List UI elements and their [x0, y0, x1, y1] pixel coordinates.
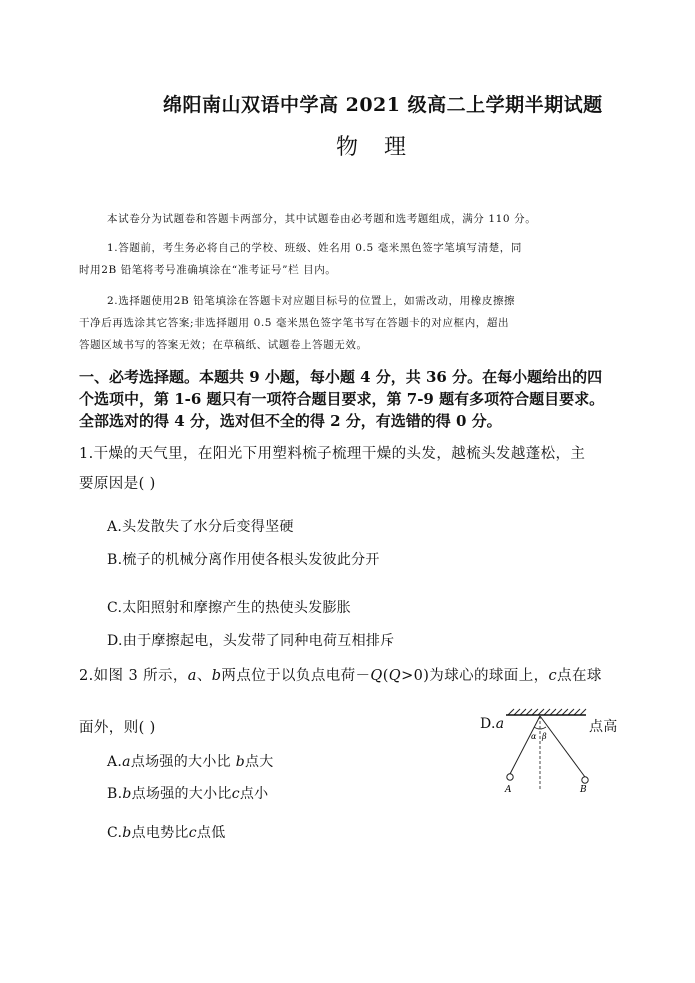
question-2-option-d-tail: 点高 [589, 719, 618, 735]
thread-a [510, 716, 540, 774]
question-1-stem-line1: 1.干燥的天气里，在阳光下用塑料梳子梳理干燥的头发，越梳头发越蓬松，主 [79, 446, 586, 462]
pendulum-figure [500, 704, 590, 796]
label-b: B [580, 785, 587, 795]
instructions-intro: 本试卷分为试题卷和答题卡两部分，其中试题卷由必考题和选考题组成，满分 110 分。 [107, 213, 537, 225]
ball-b [582, 777, 588, 783]
question-1-option-b: B.梳子的机械分离作用使各根头发彼此分开 [107, 552, 380, 568]
question-1-option-c: C.太阳照射和摩擦产生的热使头发膨胀 [107, 600, 352, 616]
question-2-option-b: B.b点场强的大小比c点小 [107, 786, 269, 802]
question-2-option-c: C.b点电势比c点低 [107, 825, 226, 841]
ceiling [506, 709, 586, 715]
question-2-stem-line1: 2.如图 3 所示，a、b两点位于以负点电荷－Q(Q>0)为球心的球面上，c点在球 [79, 668, 602, 684]
instruction-1-line1: 1.答题前，考生务必将自己的学校、班级、姓名用 0.5 毫米黑色签字笔填写清楚，同 [107, 242, 522, 254]
thread-b [540, 716, 585, 777]
instruction-1-line2: 时用2B 铅笔将考号准确填涂在“准考证号”栏 目内。 [79, 264, 337, 276]
exam-title: 绵阳南山双语中学高 2021 级高二上学期半期试题 [163, 94, 603, 116]
question-1-option-a: A.头发散失了水分后变得坚硬 [107, 519, 294, 535]
section-1-line2: 个选项中，第 1-6 题只有一项符合题目要求，第 7-9 题有多项符合题目要求。 [79, 390, 605, 408]
label-a: A [505, 785, 512, 795]
instruction-2-line2: 干净后再选涂其它答案;非选择题用 0.5 毫米黑色签字笔书写在答题卡的对应框内，超出 [79, 317, 510, 329]
angle-beta-label: β [542, 732, 547, 741]
angle-alpha-label: α [531, 732, 537, 741]
question-2-option-a: A.a点场强的大小比 b点大 [107, 754, 274, 770]
instruction-2-line3: 答题区域书写的答案无效；在草稿纸、试题卷上答题无效。 [79, 339, 368, 351]
question-2-option-d-partial: D.a [480, 716, 505, 732]
section-1-line1: 一、必考选择题。本题共 9 小题，每小题 4 分，共 36 分。在每小题给出的四 [79, 368, 603, 386]
question-2-stem-line2: 面外，则( ) [79, 720, 156, 736]
section-1-line3: 全部选对的得 4 分，选对但不全的得 2 分，有选错的得 0 分。 [79, 412, 502, 430]
question-1-stem-line2: 要原因是( ) [79, 476, 156, 492]
ball-a [507, 774, 513, 780]
instruction-2-line1: 2.选择题使用2B 铅笔填涂在答题卡对应题目标号的位置上，如需改动，用橡皮擦擦 [107, 295, 516, 307]
subject-title: 物理 [336, 135, 433, 160]
question-1-option-d: D.由于摩擦起电，头发带了同种电荷互相排斥 [107, 633, 395, 649]
